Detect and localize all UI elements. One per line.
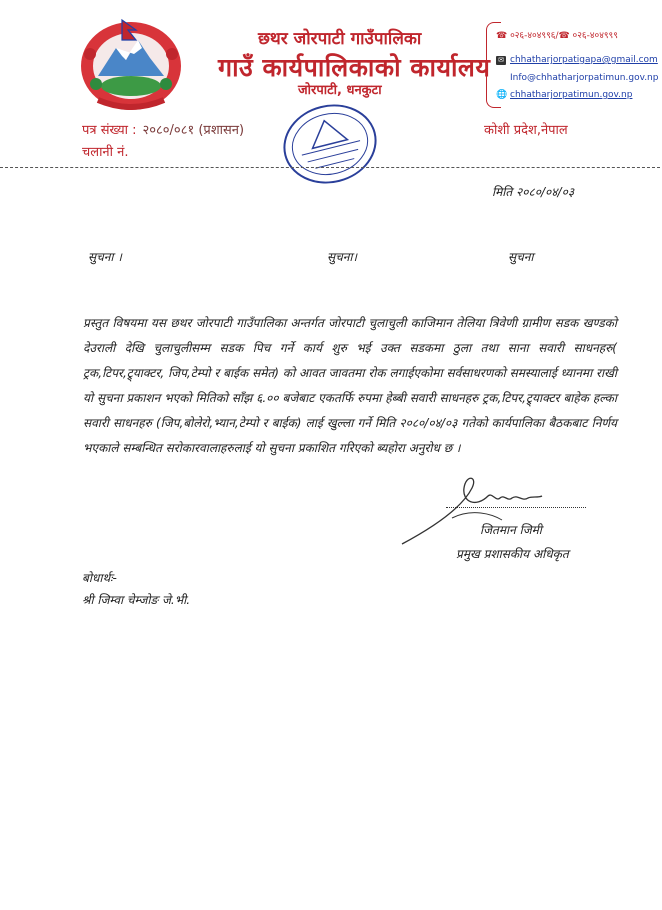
signer-title: प्रमुख प्रशासकीय अधिकृत xyxy=(456,547,569,561)
reference-label: पत्र संख्या : xyxy=(82,123,137,138)
reference-number xyxy=(82,120,244,138)
municipality-name: छथर जोरपाटी गाउँपालिका xyxy=(258,29,422,49)
notice-body: प्रस्तुत विषयमा यस छथर जोरपाटी गाउँपालिका अन्तर्गत जोरपाटी चुलाचुली काजिमान तेलिया त्रिवेणी ग्रामीण सडक खण्डको देउराली देखि चुलाचुलीसम्म सडक पिच गर्ने कार्य शुरु भई उक्त सडकमा ठुला तथा साना सवारी साधनहरु( ट्रक,टिपर,ट्र्याक्टर, जिप,टेम्पो र बाईक समेत) को आवत जावतमा रोक लगाईएकोमा सर्वसाधरणको समस्यालाई ध्यानमा राखी यो सुचना प्रकाशन भएको मितिको साँझ ६.०० बजेबाट एकतर्फि रुपमा हेब्बी सवारी साधनहरु ट्रक,टिपर,ट्र्याक्टर बाहेक हल्का सवारी साधनहरु (जिप,बोलेरो,भ्यान,टेम्पो र बाईक) लाई खुल्ला गर्ने मिति २०८०/०४/०३ गतेको कार्यपालिका बैठकबाट निर्णय भएकाले सम्बन्धित सरोकारवालाहरुलाई यो सुचना प्रकाशित गरिएको ब्यहोरा अनुरोध छ । xyxy=(83,316,617,455)
province-name: कोशी प्रदेश,नेपाल xyxy=(484,123,568,138)
office-seal xyxy=(270,96,390,192)
contact-website[interactable] xyxy=(496,90,632,100)
cc-label: बोधार्थः- xyxy=(82,571,117,585)
reference-value: २०८०/०८१ (प्रशासन) xyxy=(142,123,245,138)
mail-icon: ✉ xyxy=(496,56,506,65)
contact-website-text: chhatharjorpatimun.gov.np xyxy=(510,90,633,100)
signer-name: जितमान जिमी xyxy=(480,523,542,537)
header-divider xyxy=(0,167,660,168)
contact-email-primary[interactable] xyxy=(496,55,658,65)
contact-email-primary-text: chhatharjorpatigapa@gmail.com xyxy=(510,55,658,65)
office-name: गाउँ कार्यपालिकाको कार्यालय xyxy=(218,53,491,82)
contact-phone: ☎ ०२६-४०४९९६/☎ ०२६-४०४९९९ xyxy=(496,31,618,41)
letter-date: मिति २०८०/०४/०३ xyxy=(492,185,575,199)
nepal-emblem-icon xyxy=(78,14,184,114)
cc-recipient: श्री जिम्वा चेम्जोङ जे.भी. xyxy=(82,593,191,607)
signature-line xyxy=(446,507,586,508)
notice-title-left: सुचना । xyxy=(88,250,122,264)
notice-title-center: सुचना। xyxy=(327,250,358,264)
globe-icon: 🌐 xyxy=(496,90,508,100)
contact-email-secondary[interactable]: Info@chhatharjorpatimun.gov.np xyxy=(510,73,659,83)
dispatch-number-label: चलानी नं. xyxy=(82,145,129,160)
office-address: जोरपाटी, धनकुटा xyxy=(298,83,382,98)
notice-title-right: सुचना xyxy=(508,250,534,264)
